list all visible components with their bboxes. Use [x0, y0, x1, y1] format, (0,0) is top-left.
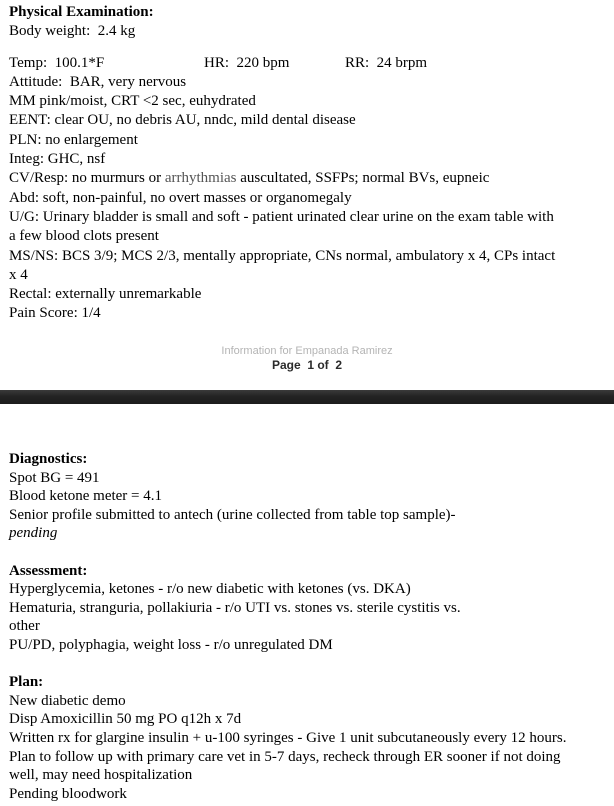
text-line: MM pink/moist, CRT <2 sec, euhydrated	[9, 93, 256, 110]
footer-page-number: Page 1 of 2	[271, 357, 343, 372]
text-line: EENT: clear OU, no debris AU, nndc, mild dental disease	[9, 112, 356, 129]
text-line: Written rx for glargine insulin + u-100 syringes - Give 1 unit subcutaneously every 12 hours.	[9, 729, 567, 746]
text-line: Spot BG = 491	[9, 469, 100, 486]
text-line: Rectal: externally unremarkable	[9, 286, 202, 303]
text-line: Attitude: BAR, very nervous	[9, 73, 187, 90]
text-line: Pain Score: 1/4	[9, 305, 101, 322]
text-line: well, may need hospitalization	[9, 767, 193, 784]
text-line: Body weight: 2.4 kg	[9, 23, 136, 40]
text-segment: auscultated, SSFPs; normal BVs, eupneic	[236, 170, 490, 187]
text-line: pending	[9, 525, 58, 542]
diagnostics-assessment-plan-section	[0, 404, 614, 803]
text-line: New diabetic demo	[9, 692, 126, 709]
text-line: Pending bloodwork	[9, 785, 127, 802]
text-line: other	[9, 618, 40, 635]
document-page-2	[0, 404, 614, 803]
page-separator-bar	[0, 390, 614, 404]
vitals-line	[9, 54, 612, 73]
text-line: PU/PD, polyphagia, weight loss - r/o unregulated DM	[9, 636, 333, 653]
document-page-1	[0, 0, 614, 372]
text-line: Senior profile submitted to antech (urine collected from table top sample)-	[9, 506, 456, 523]
page-footer	[0, 345, 614, 372]
text-line: a few blood clots present	[9, 228, 159, 245]
text-line: MS/NS: BCS 3/9; MCS 2/3, mentally appropriate, CNs normal, ambulatory x 4, CPs intact	[9, 247, 556, 264]
text-line: Hyperglycemia, ketones - r/o new diabetic with ketones (vs. DKA)	[9, 581, 411, 598]
text-line: Blood ketone meter = 4.1	[9, 488, 163, 505]
text-line: Disp Amoxicillin 50 mg PO q12h x 7d	[9, 711, 242, 728]
text-line: Integ: GHC, nsf	[9, 151, 106, 168]
physical-examination-header: Physical Examination:	[9, 4, 154, 20]
physical-exam-section	[0, 0, 614, 324]
assessment-header: Assessment:	[9, 562, 88, 579]
text-line	[9, 169, 612, 188]
text-line: Hematuria, stranguria, pollakiuria - r/o UTI vs. stones vs. sterile cystitis vs.	[9, 599, 461, 616]
hr-value: HR: 220 bpm	[204, 54, 290, 71]
temp-value: Temp: 100.1*F	[9, 54, 105, 71]
text-line: PLN: no enlargement	[9, 131, 138, 148]
highlighted-word: arrhythmias	[164, 170, 237, 187]
text-line: Plan to follow up with primary care vet in 5-7 days, recheck through ER sooner if not doing	[9, 748, 561, 765]
text-line: x 4	[9, 266, 28, 283]
blank-line	[9, 543, 612, 562]
blank-line	[9, 42, 612, 54]
footer-patient-info: Information for Empanada Ramirez	[221, 344, 393, 357]
text-line: Abd: soft, non-painful, no overt masses or organomegaly	[9, 189, 352, 206]
blank-line	[9, 655, 612, 674]
rr-value: RR: 24 brpm	[345, 54, 428, 71]
text-segment: CV/Resp: no murmurs or	[9, 170, 165, 187]
diagnostics-header: Diagnostics:	[9, 451, 88, 467]
plan-header: Plan:	[9, 674, 44, 691]
text-line: U/G: Urinary bladder is small and soft - patient urinated clear urine on the exam table with	[9, 208, 554, 225]
